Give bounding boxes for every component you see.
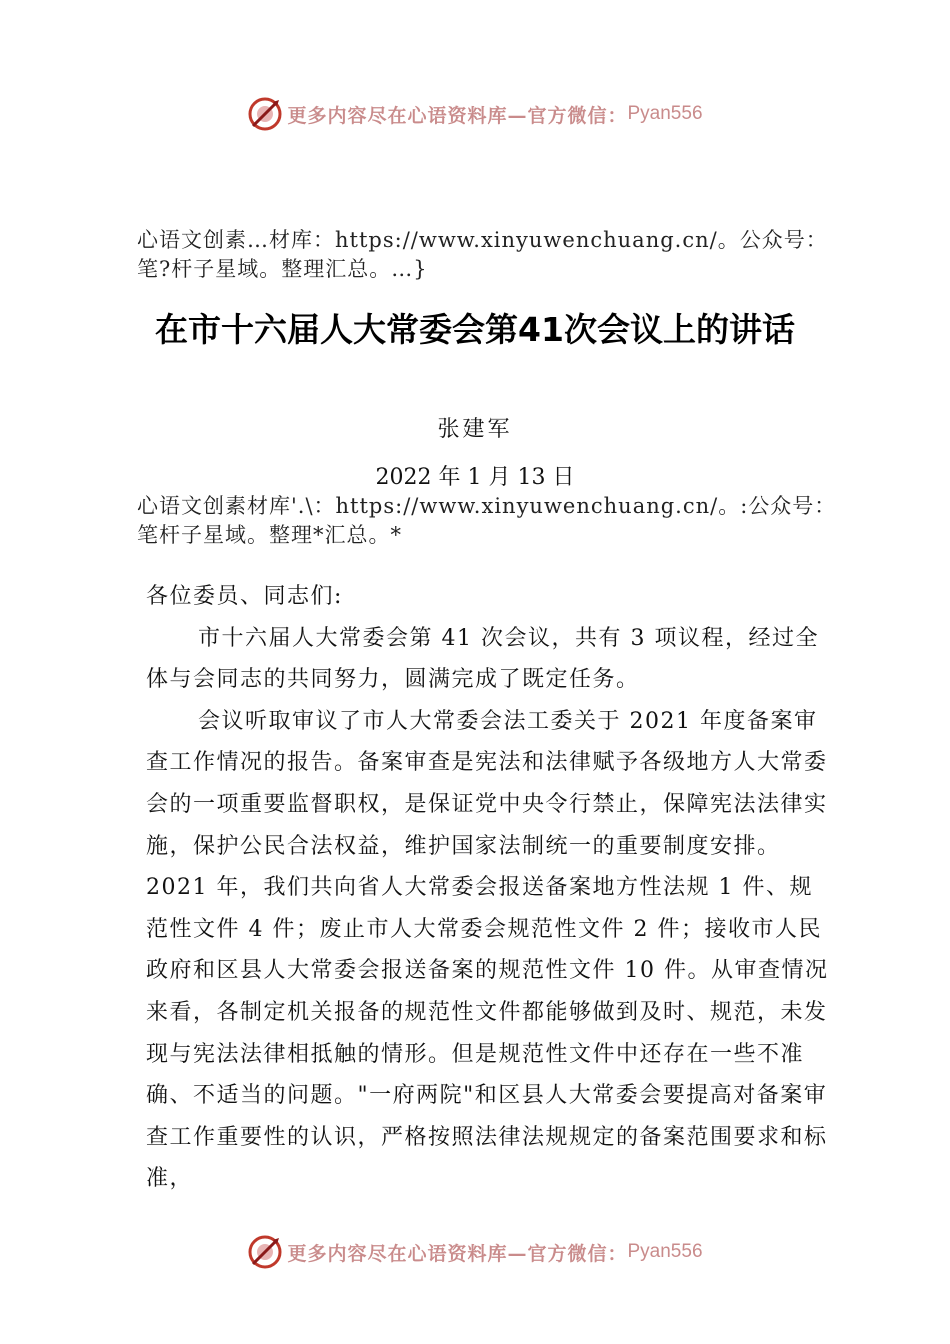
salutation: 各位委员、同志们: xyxy=(146,584,343,609)
paragraph: 会议听取审议了市人大常委会法工委关于 2021 年度备案审查工作情况的报告。备案审查是宪法和法律赋予各级地方人大常委会的一项重要监督职权，是保证党中央令行禁止，保障宪法法律实施，保护公民合法权益，维护国家法制统一的重要制度安排。2021 年，我们共向省人大常委会报送备案地方性法规 1 件、规范性文件 4 件；废止市人大常委会规范性文件 2 件；接收市人民政府和区县人大常委会报送备案的规范性文件 10 件。从审查情况来看，各制定机关报备的规范性文件都能够做到及时、规范，未发现与宪法法律相抵触的情形。但是规范性文件中还存在一些不准确、不适当的问题。"一府两院"和区县人大常委会要提高对备案审查工作重要性的认识，严格按照法律法规规定的备案范围要求和标准， xyxy=(146,708,829,1192)
watermark-note: 心语文创素材库'.\：https://www.xinyuwenchuang.cn/。:公众号：笔杆子星域。整理*汇总。* xyxy=(137,494,837,547)
footer-banner xyxy=(0,1232,950,1272)
watermark-note: 心语文创素…材库：https://www.xinyuwenchuang.cn/。公众号：笔?杆子星域。整理汇总。…} xyxy=(137,228,828,281)
logo-icon xyxy=(247,96,283,132)
document-author: 张建军 xyxy=(437,417,513,442)
logo-icon xyxy=(247,1234,283,1270)
banner-text: 更多内容尽在心语资料库—官方微信： xyxy=(287,1242,628,1265)
banner-wechat-id: Pyan556 xyxy=(627,1241,703,1262)
header-banner xyxy=(0,94,950,134)
banner-text: 更多内容尽在心语资料库—官方微信： xyxy=(287,104,628,127)
banner-wechat-id: Pyan556 xyxy=(627,103,703,124)
document-title: 在市十六届人大常委会第41次会议上的讲话 xyxy=(155,310,795,349)
document-body xyxy=(146,576,836,1200)
document-date: 2022 年 1 月 13 日 xyxy=(375,465,575,490)
paragraph: 市十六届人大常委会第 41 次会议，共有 3 项议程，经过全体与会同志的共同努力，圆满完成了既定任务。 xyxy=(146,625,819,693)
